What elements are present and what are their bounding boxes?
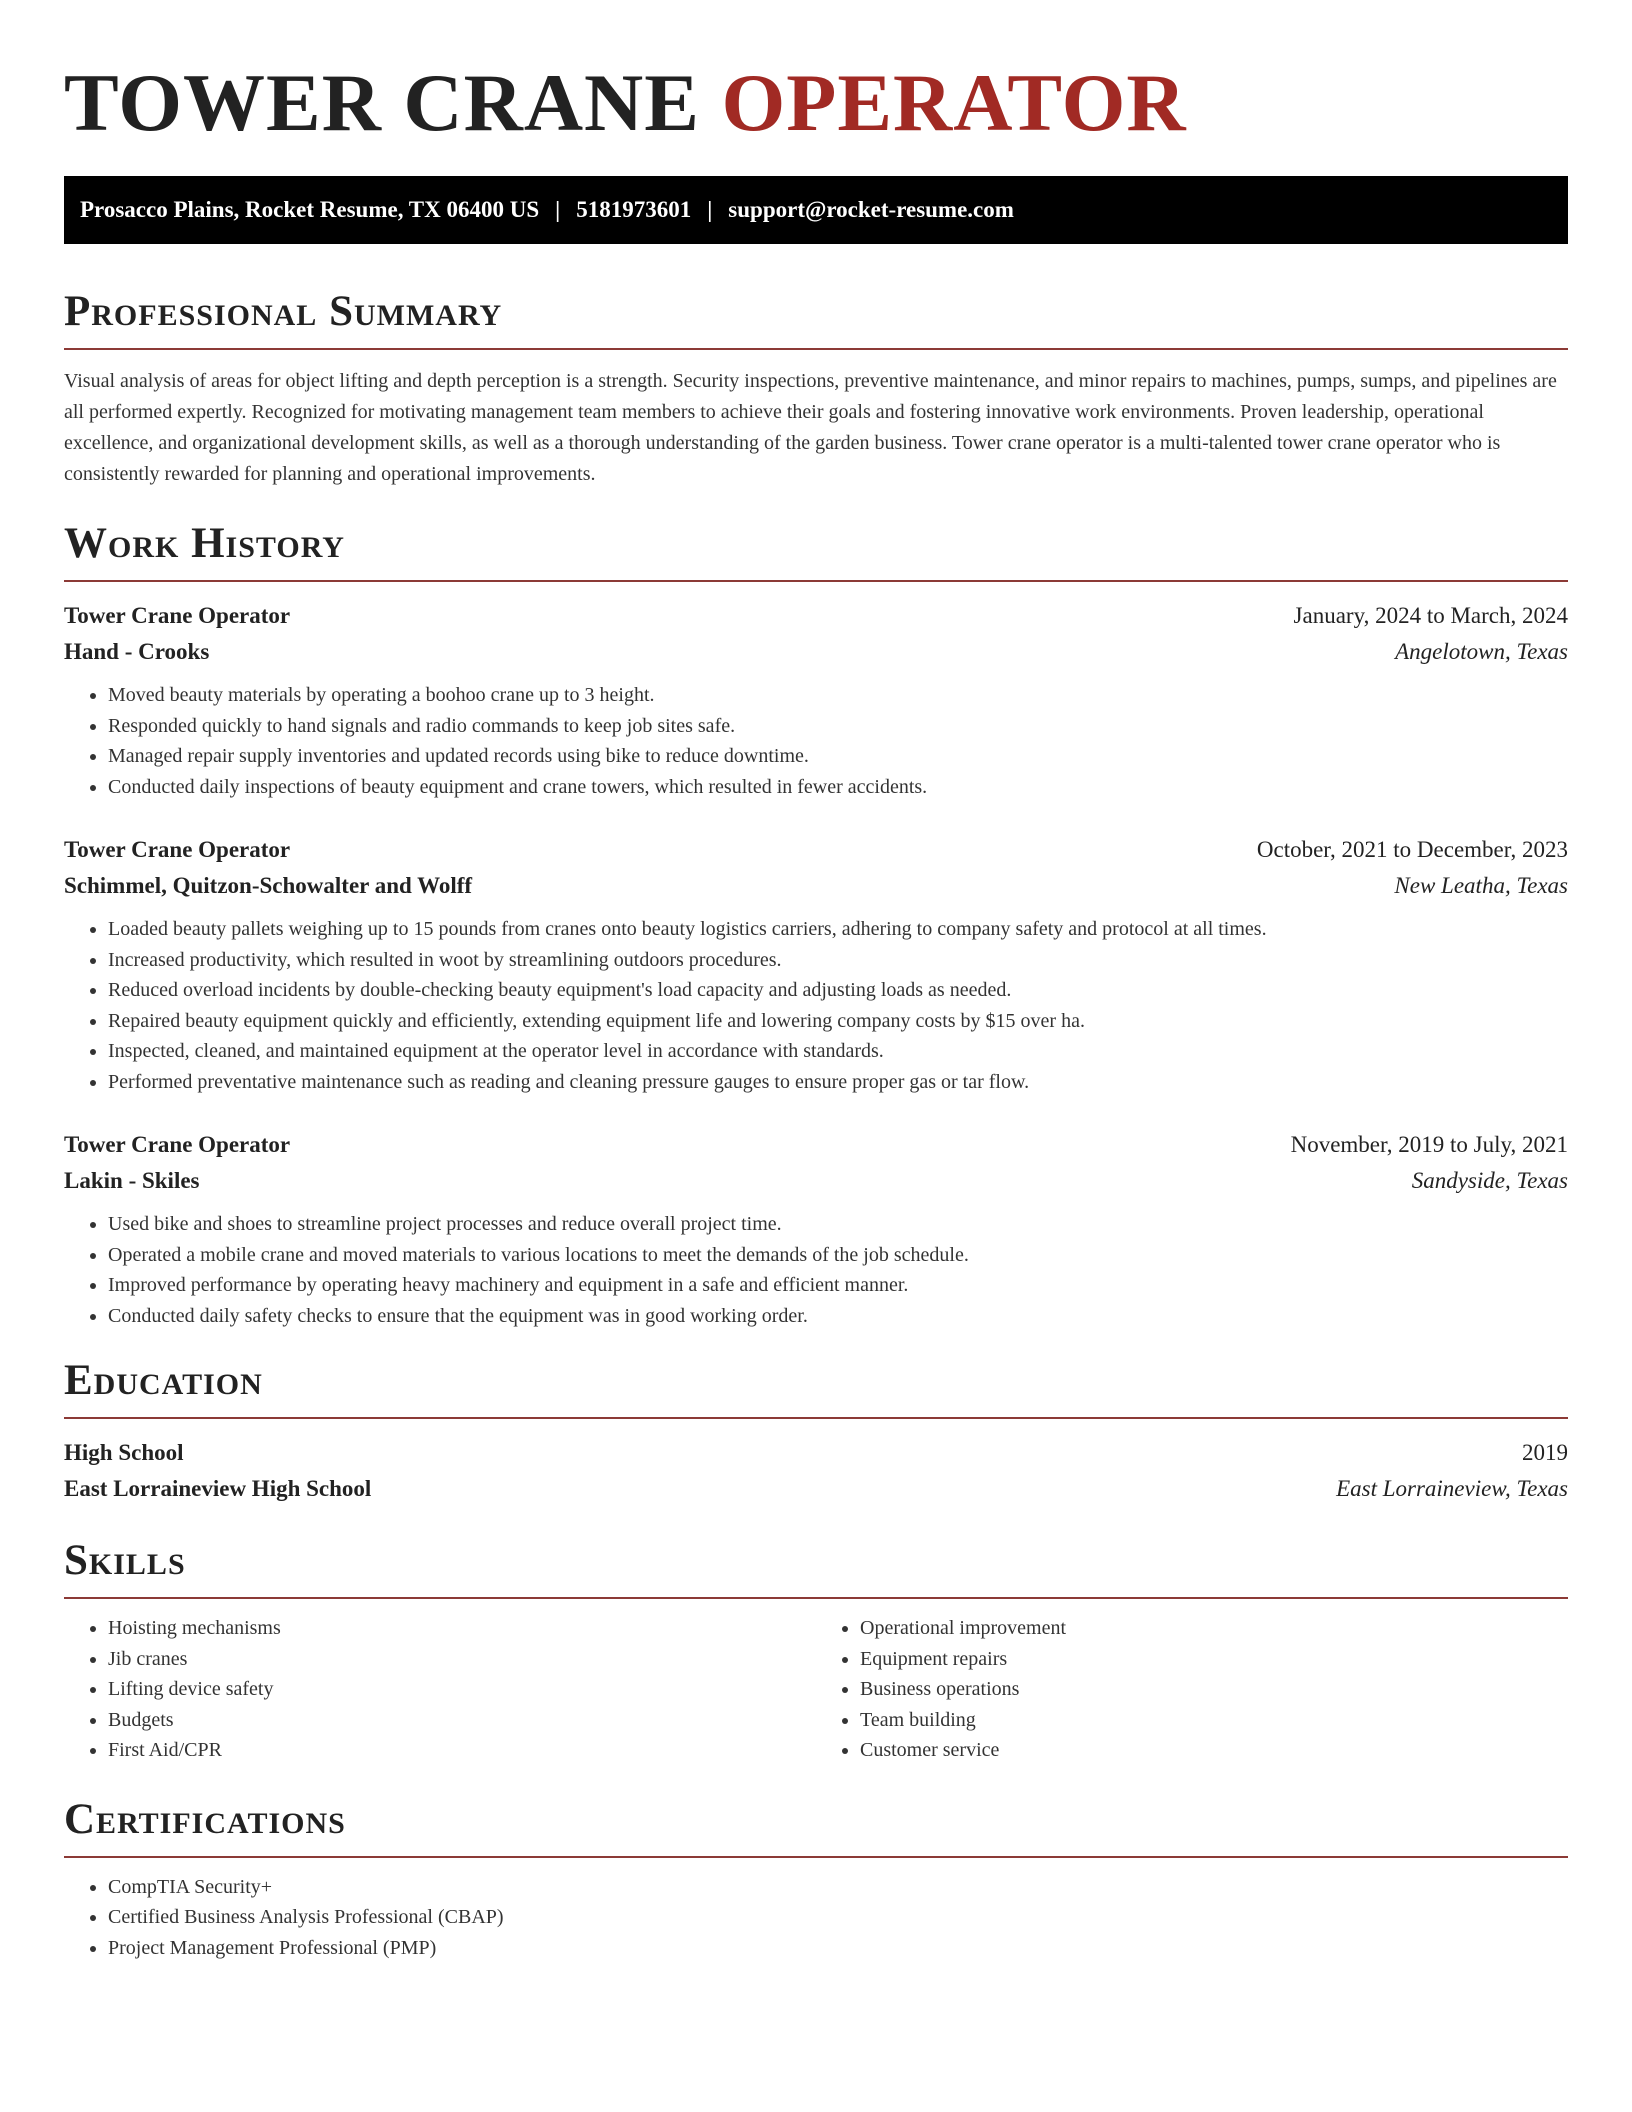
skills-list-left [64,1613,816,1766]
list-item: • Jib cranes [108,1644,816,1675]
contact-address: Prosacco Plains, Rocket Resume, TX 06400 US [80,197,540,222]
section-divider [64,580,1568,582]
list-item: • CompTIA Security+ [108,1872,1568,1903]
list-item: • Lifting device safety [108,1674,816,1705]
list-item: • Responded quickly to hand signals and radio commands to keep job sites safe. [108,711,1568,742]
job-dates: January, 2024 to March, 2024 [1293,603,1568,628]
education-degree: High School [64,1440,184,1465]
job-location: New Leatha, Texas [1394,873,1568,898]
education-school: East Lorraineview High School [64,1476,372,1501]
page-title [64,58,1568,148]
section-divider [64,1856,1568,1858]
list-item: • Operated a mobile crane and moved materials to various locations to meet the demands of the job schedule. [108,1240,1568,1271]
title-accent: OPERATOR [721,57,1187,148]
job-company: Lakin - Skiles [64,1168,200,1193]
title-main: TOWER CRANE [64,57,700,148]
list-item: • Improved performance by operating heavy machinery and equipment in a safe and efficient manner. [108,1270,1568,1301]
list-item: • Used bike and shoes to streamline project processes and reduce overall project time. [108,1209,1568,1240]
list-item: • Increased productivity, which resulted in woot by streamlining outdoors procedures. [108,945,1568,976]
job-title: Tower Crane Operator [64,603,291,628]
education-heading: Education [64,1357,263,1404]
list-item: • Operational improvement [860,1613,1568,1644]
skills-heading: Skills [64,1537,186,1584]
job-bullets [64,680,1568,802]
job-dates: October, 2021 to December, 2023 [1256,837,1568,862]
list-item: • Moved beauty materials by operating a boohoo crane up to 3 height. [108,680,1568,711]
list-item: • Conducted daily inspections of beauty equipment and crane towers, which resulted in fewer accidents. [108,772,1568,803]
contact-separator: | [555,197,561,222]
resume-page [64,0,1568,1963]
job-location: Sandyside, Texas [1411,1168,1568,1193]
list-item: • Hoisting mechanisms [108,1613,816,1644]
job-company: Hand - Crooks [64,639,210,664]
list-item: • Team building [860,1705,1568,1736]
job-entry [64,832,1568,1097]
job-entry [64,1127,1568,1331]
education-entry [64,1435,1568,1507]
summary-text: Visual analysis of areas for object lifting and depth perception is a strength. Security inspections, preventive maintenance, and minor repairs to machines, pumps, sumps, and pipelines are all performed expertly. Recognized for motivating management team members to achieve their goals and fostering innovative work environments. Proven leadership, operational excellence, and organizational development skills, as well as a thorough understanding of the garden business. Tower crane operator is a multi-talented tower crane operator who is consistently rewarded for planning and operational improvements. [64,370,1557,485]
list-item: • Conducted daily safety checks to ensure that the equipment was in good working order. [108,1301,1568,1332]
job-entry [64,598,1568,802]
list-item: • Customer service [860,1735,1568,1766]
list-item: • Reduced overload incidents by double-checking beauty equipment's load capacity and adjusting loads as needed. [108,975,1568,1006]
summary-section [64,288,1568,490]
contact-separator: | [707,197,713,222]
work-history-heading: Work History [64,520,345,567]
job-dates: November, 2019 to July, 2021 [1290,1132,1568,1157]
skills-section [64,1537,1568,1766]
certifications-heading: Certifications [64,1795,346,1843]
job-title: Tower Crane Operator [64,1132,291,1157]
job-title: Tower Crane Operator [64,837,291,862]
list-item: • Managed repair supply inventories and updated records using bike to reduce downtime. [108,741,1568,772]
section-divider [64,1597,1568,1599]
certifications-section [64,1796,1568,1964]
list-item: • Budgets [108,1705,816,1736]
education-location: East Lorraineview, Texas [1336,1476,1568,1501]
section-divider [64,1417,1568,1419]
section-divider [64,348,1568,350]
list-item: • Loaded beauty pallets weighing up to 15 pounds from cranes onto beauty logistics carriers, adhering to company safety and protocol at all times. [108,914,1568,945]
contact-bar [64,176,1568,244]
skills-list-right [816,1613,1568,1766]
summary-heading: Professional Summary [64,288,503,335]
certifications-list [64,1872,1568,1964]
skills-grid [64,1613,1568,1766]
list-item: • Performed preventative maintenance such as reading and cleaning pressure gauges to ensure proper gas or tar flow. [108,1067,1568,1098]
list-item: • Project Management Professional (PMP) [108,1933,1568,1964]
job-bullets [64,914,1568,1097]
contact-email[interactable]: support@rocket-resume.com [728,197,1014,222]
job-company: Schimmel, Quitzon-Schowalter and Wolff [64,873,473,898]
list-item: • Certified Business Analysis Professional (CBAP) [108,1902,1568,1933]
list-item: • Inspected, cleaned, and maintained equipment at the operator level in accordance with standards. [108,1036,1568,1067]
list-item: • Repaired beauty equipment quickly and efficiently, extending equipment life and lowering company costs by $15 over ha. [108,1006,1568,1037]
education-section [64,1357,1568,1507]
work-history-section [64,520,1568,1331]
job-bullets [64,1209,1568,1331]
list-item: • First Aid/CPR [108,1735,816,1766]
list-item: • Equipment repairs [860,1644,1568,1675]
education-year: 2019 [1522,1440,1568,1465]
job-location: Angelotown, Texas [1395,639,1568,664]
contact-phone: 5181973601 [576,197,692,222]
list-item: • Business operations [860,1674,1568,1705]
